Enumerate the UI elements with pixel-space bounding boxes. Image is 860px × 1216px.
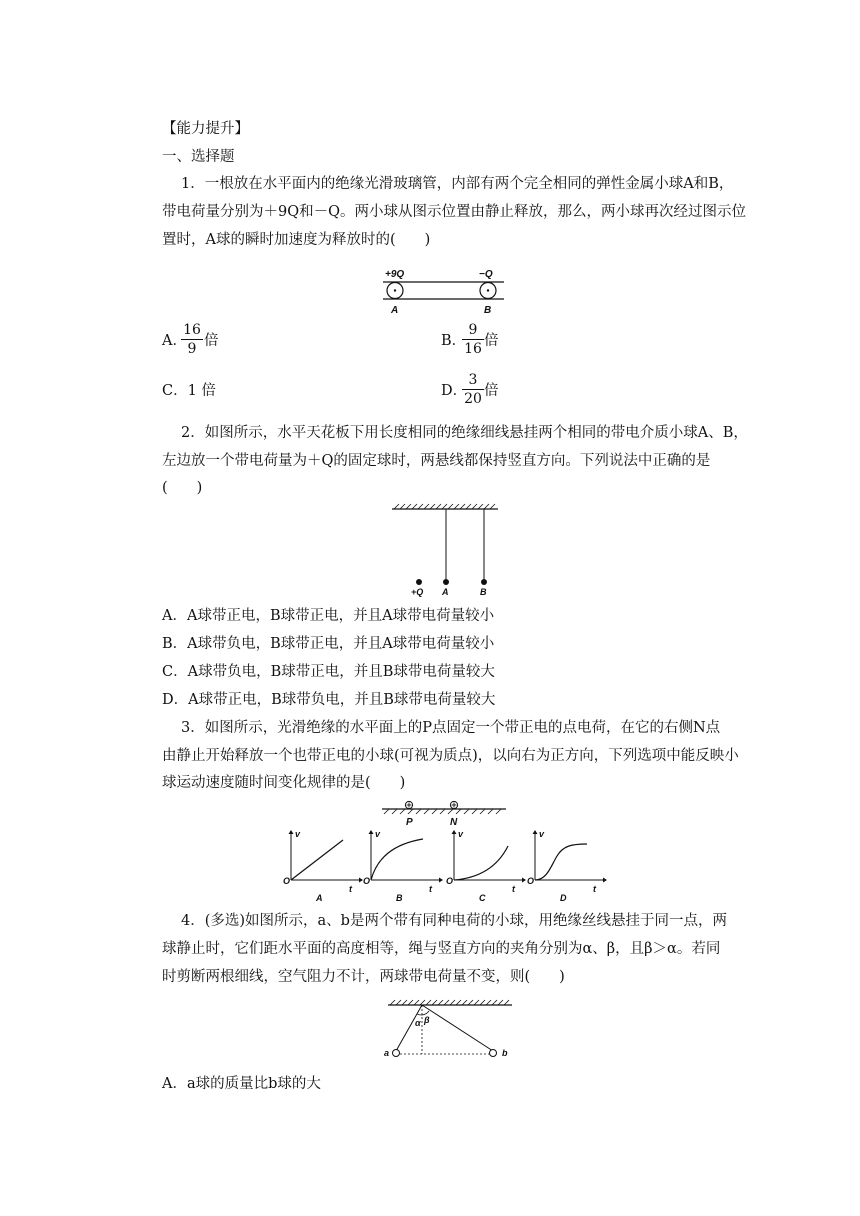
q3-graph-c <box>446 828 526 903</box>
q1-option-d-suffix: 倍 <box>484 383 499 399</box>
svg-text:O: O <box>527 876 535 886</box>
q1-label-a: A <box>391 305 399 316</box>
q3-curve-d <box>535 844 587 880</box>
q1-label-b: B <box>484 305 492 316</box>
q3-graph-b <box>363 828 443 903</box>
svg-text:t: t <box>429 884 432 894</box>
q1-option-a-fraction: 16 9 <box>181 322 203 357</box>
q1-option-a-prefix: A． <box>162 333 187 349</box>
svg-text:v: v <box>295 829 301 839</box>
q1-glass-tube-figure <box>380 268 510 318</box>
q3-graph-d <box>527 828 607 903</box>
q3-graph-d-label: D <box>560 893 567 903</box>
q2-ball-a <box>443 579 449 585</box>
q2-option-b: B．A球带负电，B球带正电，并且A球带电荷量较小 <box>162 636 495 652</box>
q4-pendulum-figure <box>382 996 517 1064</box>
svg-text:v: v <box>375 829 381 839</box>
q4-line1: 4．(多选)如图所示，a、b是两个带有同种电荷的小球，用绝缘丝线悬挂于同一点，两 <box>181 913 727 929</box>
q2-label-b: B <box>480 587 487 597</box>
svg-text:O: O <box>446 876 454 886</box>
q3-curve-b <box>371 839 423 880</box>
q3-graph-a <box>283 828 363 903</box>
q3-line1: 3．如图所示，光滑绝缘的水平面上的P点固定一个带正电的点电荷，在它的右侧N点 <box>181 720 721 736</box>
q3-label-p: P <box>406 817 413 828</box>
svg-text:O: O <box>363 876 371 886</box>
q2-ball-b <box>481 579 487 585</box>
q3-curve-a <box>291 840 343 880</box>
q4-option-a: A．a球的质量比b球的大 <box>162 1076 321 1092</box>
q1-option-a-suffix: 倍 <box>204 333 219 349</box>
q1-option-b-suffix: 倍 <box>484 333 499 349</box>
q4-line3: 时剪断两根细线，空气阻力不计，两球带电荷量不变，则( ) <box>162 969 565 985</box>
q2-line2: 左边放一个带电荷量为＋Q的固定球时，两悬线都保持竖直方向。下列说法中正确的是 <box>162 453 711 469</box>
q3-label-n: N <box>450 817 458 828</box>
q3-curve-c <box>454 846 508 880</box>
q1-charge-b-label: −Q <box>479 269 493 280</box>
q4-beta-label: β <box>424 1015 430 1025</box>
section-subtitle: 一、选择题 <box>162 149 235 165</box>
svg-text:O: O <box>283 876 291 886</box>
section-title: 【能力提升】 <box>162 121 249 137</box>
q2-option-c: C．A球带负电，B球带正电，并且B球带电荷量较大 <box>162 664 495 680</box>
q2-option-d: D．A球带正电，B球带负电，并且B球带电荷量较大 <box>162 692 496 708</box>
q4-ball-b <box>490 1050 497 1057</box>
q2-line3: ( ) <box>162 480 203 496</box>
q4-line2: 球静止时，它们距水平面的高度相等，绳与竖直方向的夹角分别为α、β，且β＞α。若同 <box>162 941 721 957</box>
q2-label-q: +Q <box>411 587 424 597</box>
q2-label-a: A <box>442 587 449 597</box>
q3-graph-b-label: B <box>396 893 403 903</box>
q3-surface-figure <box>380 797 510 827</box>
q4-label-a: a <box>384 1048 390 1058</box>
q3-graph-a-label: A <box>316 893 323 903</box>
q1-charge-a-label: +9Q <box>385 269 405 280</box>
q1-option-b-fraction: 9 16 <box>462 322 484 357</box>
q2-line1: 2．如图所示，水平天花板下用长度相同的绝缘细线悬挂两个相同的带电介质小球A、B， <box>181 425 748 441</box>
q3-line3: 球运动速度随时间变化规律的是( ) <box>162 775 406 791</box>
q3-graph-c-label: C <box>479 893 486 903</box>
svg-text:t: t <box>349 884 352 894</box>
q1-option-d-fraction: 3 20 <box>462 372 484 407</box>
q3-line2: 由静止开始释放一个也带正电的小球(可视为质点)，以向右为正方向，下列选项中能反映小 <box>162 748 739 764</box>
q4-alpha-label: α <box>415 1018 421 1028</box>
q1-line1: 1．一根放在水平面内的绝缘光滑玻璃管，内部有两个完全相同的弹性金属小球A和B， <box>181 176 734 192</box>
svg-text:v: v <box>539 829 545 839</box>
svg-text:t: t <box>593 884 596 894</box>
q2-option-a: A．A球带正电，B球带正电，并且A球带电荷量较小 <box>162 608 495 624</box>
q1-line3: 置时，A球的瞬时加速度为释放时的( ) <box>162 232 431 248</box>
svg-text:t: t <box>512 884 515 894</box>
svg-text:v: v <box>458 829 464 839</box>
q2-fixed-ball <box>416 579 422 585</box>
q2-hanging-balls-figure <box>390 500 510 600</box>
q4-label-b: b <box>502 1048 508 1058</box>
q1-line2: 带电荷量分别为＋9Q和－Q。两小球从图示位置由静止释放，那么，两小球再次经过图示位 <box>162 204 746 220</box>
q4-ball-a <box>393 1050 400 1057</box>
q1-option-b-prefix: B． <box>441 333 467 349</box>
q1-option-d-prefix: D． <box>441 383 468 399</box>
q1-option-c: C．1 倍 <box>162 383 216 399</box>
